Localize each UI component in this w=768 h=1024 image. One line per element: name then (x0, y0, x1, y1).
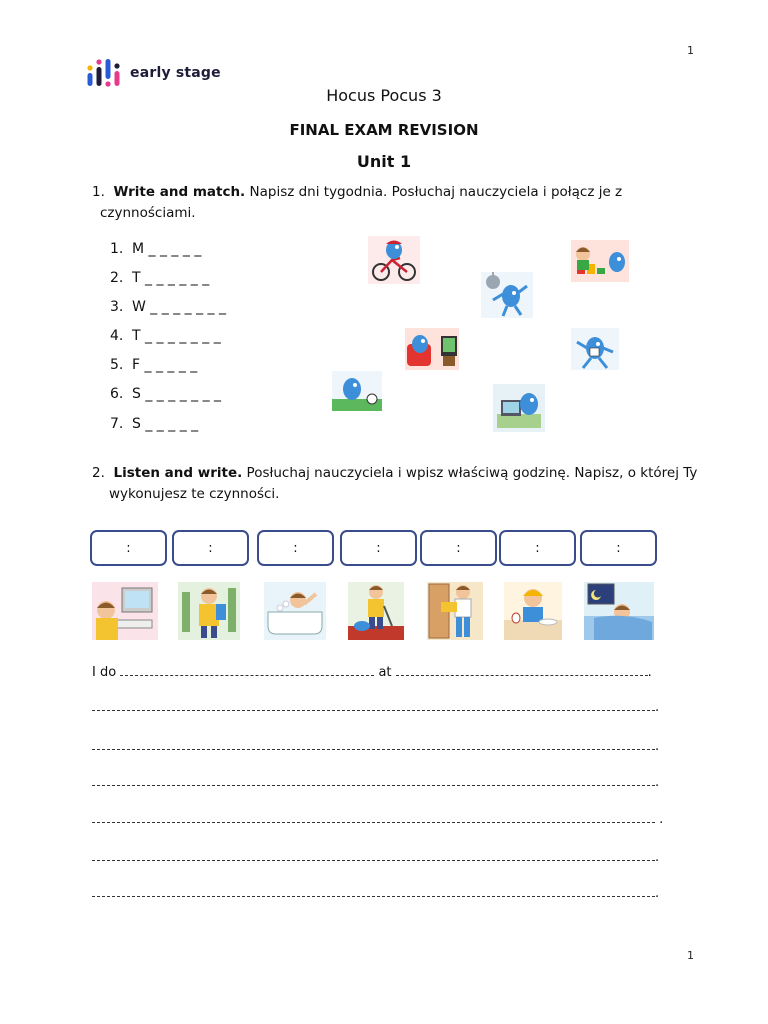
exercise2-label: Listen and write. (113, 465, 243, 481)
time-box-5[interactable]: : (420, 530, 497, 566)
time-box-4[interactable]: : (340, 530, 417, 566)
time-box-3[interactable]: : (257, 530, 334, 566)
time-box-6[interactable]: : (499, 530, 576, 566)
playing-football-picture (332, 371, 382, 411)
having-bath-picture (264, 582, 326, 640)
day-item-4: 4. T _ _ _ _ _ _ _ (110, 328, 221, 344)
exercise2-instruction: 2. Listen and write. Posłuchaj nauczyciela i wpisz właściwą godzinę. Napisz, o której Ty wykonujesz te czynności. (92, 465, 698, 502)
page-number-top: 1 (687, 44, 694, 57)
going-to-school-picture (178, 582, 240, 640)
answer-line-1[interactable]: . (92, 697, 662, 715)
time-box-1[interactable]: : (90, 530, 167, 566)
playing-computer-picture (493, 384, 545, 432)
exercise1-label: Write and match. (113, 184, 246, 200)
running-picture (571, 328, 619, 370)
playing-blocks-picture (571, 240, 629, 282)
sleeping-picture (584, 582, 654, 640)
day-item-2: 2. T _ _ _ _ _ _ (110, 270, 210, 286)
page-number-bottom: 1 (687, 949, 694, 962)
early-stage-logo-icon (86, 56, 122, 90)
answer-line-5[interactable]: . (92, 847, 662, 865)
watching-tv-picture (405, 328, 459, 370)
unit-heading: Unit 1 (356, 152, 412, 171)
day-item-7: 7. S _ _ _ _ _ (110, 416, 199, 432)
cycling-picture (368, 236, 420, 284)
document-title: Hocus Pocus 3 (326, 86, 442, 105)
day-item-6: 6. S _ _ _ _ _ _ _ (110, 386, 222, 402)
document-subtitle: FINAL EXAM REVISION (289, 121, 479, 139)
brand-logo (86, 56, 221, 90)
vacuuming-picture (348, 582, 404, 640)
answer-line-3[interactable]: . (92, 772, 662, 790)
dancing-picture (481, 272, 533, 318)
getting-dressed-picture (427, 582, 483, 640)
day-item-5: 5. F _ _ _ _ _ (110, 357, 198, 373)
using-computer-picture (92, 582, 158, 640)
time-box-7[interactable]: : (580, 530, 657, 566)
day-item-3: 3. W _ _ _ _ _ _ _ (110, 299, 226, 315)
answer-line-2[interactable]: . (92, 736, 662, 754)
exercise1-instruction: 1. Write and match. Napisz dni tygodnia. Posłuchaj nauczyciela i połącz je z czynnościami. (92, 184, 623, 221)
day-item-1: 1. M _ _ _ _ _ (110, 241, 202, 257)
answer-line-sentence[interactable]: I do at . (92, 662, 662, 680)
answer-line-4[interactable]: . (92, 809, 662, 827)
brand-name: early stage (130, 65, 221, 81)
time-box-2[interactable]: : (172, 530, 249, 566)
answer-line-6[interactable]: . (92, 883, 662, 901)
having-breakfast-picture (504, 582, 562, 640)
